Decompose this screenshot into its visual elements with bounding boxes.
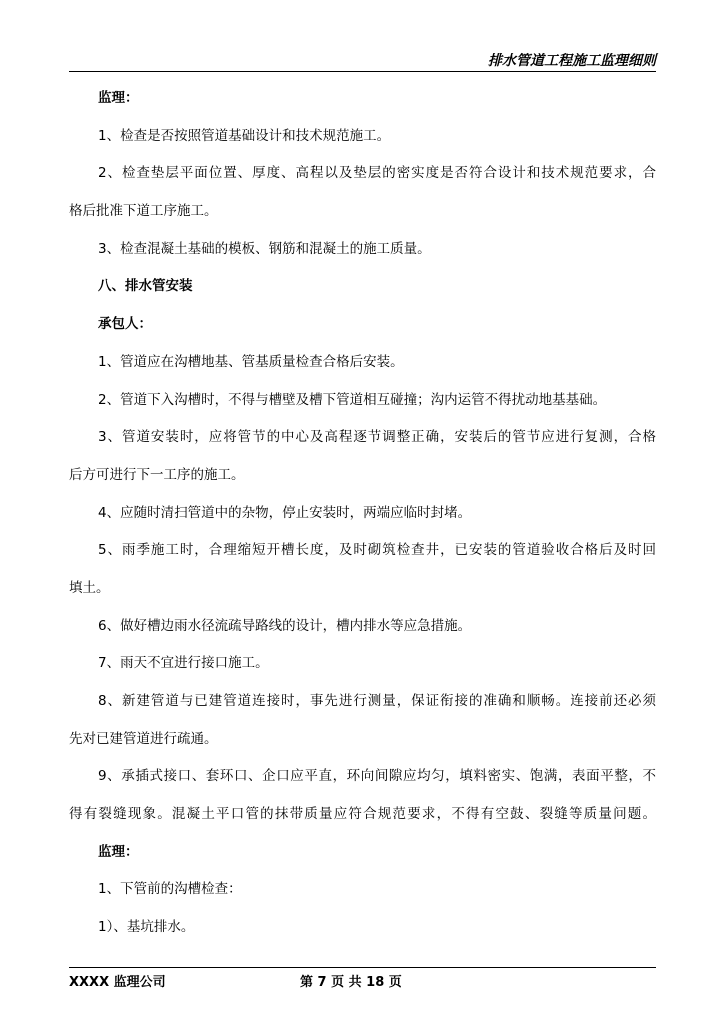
footer-company: XXXX 监理公司 [69,975,166,990]
section-label-supervision: 监理： [98,843,139,860]
paragraph-line: 6、做好槽边雨水径流疏导路线的设计，槽内排水等应急措施。 [98,617,472,634]
document-body [69,80,656,947]
footer-rule [69,967,656,968]
section-heading: 八、排水管安装 [98,278,193,295]
paragraph-line: 3、检查混凝土基础的模板、钢筋和混凝土的施工质量。 [98,240,431,257]
paragraph-line: 1）、基坑排水。 [98,919,195,936]
footer-page-number: 第 7 页 共 18 页 [300,975,402,990]
paragraph-line: 7、雨天不宜进行接口施工。 [98,655,269,672]
paragraph-line: 5、雨季施工时，合理缩短开槽长度，及时砌筑检查井，已安装的管道验收合格后及时回 [98,542,656,559]
paragraph-line: 得有裂缝现象。混凝土平口管的抹带质量应符合规范要求，不得有空鼓、裂缝等质量问题。 [69,806,656,823]
paragraph-line: 9、承插式接口、套环口、企口应平直，环向间隙应均匀，填料密实、饱满，表面平整，不 [98,768,656,785]
section-label-supervision: 监理： [98,90,139,106]
paragraph-line: 填土。 [69,579,110,596]
paragraph-line: 2、管道下入沟槽时，不得与槽壁及槽下管道相互碰撞；沟内运管不得扰动地基基础。 [98,391,607,408]
paragraph-line: 2、检查垫层平面位置、厚度、高程以及垫层的密实度是否符合设计和技术规范要求，合 [98,165,656,182]
paragraph-line: 1、检查是否按照管道基础设计和技术规范施工。 [98,127,391,144]
paragraph-line: 4、应随时清扫管道中的杂物，停止安装时，两端应临时封堵。 [98,504,472,521]
paragraph-line: 1、下管前的沟槽检查： [98,881,242,898]
paragraph-line: 后方可进行下一工序的施工。 [69,466,245,483]
paragraph-line: 3、管道安装时，应将管节的中心及高程逐节调整正确，安装后的管节应进行复测，合格 [98,429,656,446]
paragraph-line: 先对已建管道进行疏通。 [69,730,218,747]
paragraph-line: 1、管道应在沟槽地基、管基质量检查合格后安装。 [98,353,404,370]
section-label-contractor: 承包人： [98,316,152,333]
paragraph-line: 格后批准下道工序施工。 [69,203,218,220]
page-header-title: 排水管道工程施工监理细则 [488,53,656,69]
paragraph-line: 8、新建管道与已建管道连接时，事先进行测量，保证衔接的准确和顺畅。连接前还必须 [98,693,656,709]
header-rule [69,71,656,72]
